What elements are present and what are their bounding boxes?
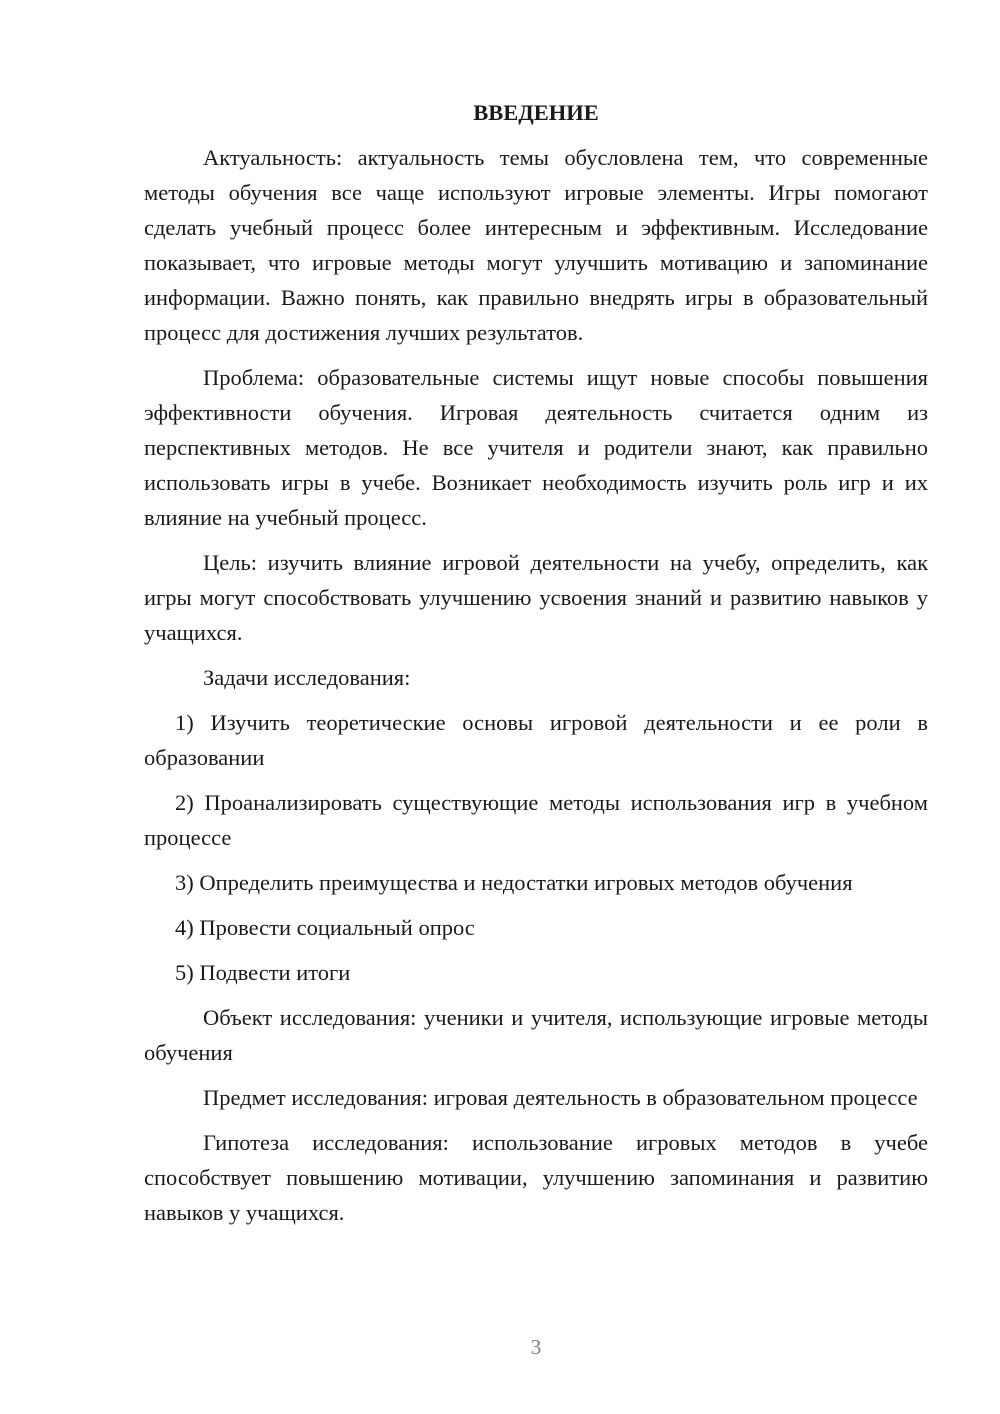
task-item: 1) Изучить теоретические основы игровой деятельности и ее роли в образовании <box>144 710 928 770</box>
page-number: 3 <box>530 1335 542 1359</box>
relevance-paragraph: Актуальность: актуальность темы обусловлена тем, что современные методы обучения все чаще используют игровые элементы. Игры помогают сделать учебный процесс более интересным и эффективным. Исследование показывает, что игровые методы могут улучшить мотивацию и запоминание информации. Важно понять, как правильно внедрять игры в образовательный процесс для достижения лучших результатов. <box>144 145 928 345</box>
section-heading: ВВЕДЕНИЕ <box>473 100 599 125</box>
task-item: 3) Определить преимущества и недостатки игровых методов обучения <box>175 870 853 895</box>
page-body <box>144 95 928 1240</box>
task-item: 5) Подвести итоги <box>175 960 351 985</box>
subject-paragraph: Предмет исследования: игровая деятельность в образовательном процессе <box>203 1085 918 1110</box>
hypothesis-paragraph: Гипотеза исследования: использование игровых методов в учебе способствует повышению мотивации, улучшению запоминания и развитию навыков у учащихся. <box>144 1130 928 1225</box>
task-item: 4) Провести социальный опрос <box>175 915 475 940</box>
task-item: 2) Проанализировать существующие методы использования игр в учебном процессе <box>144 790 928 850</box>
goal-paragraph: Цель: изучить влияние игровой деятельности на учебу, определить, как игры могут способствовать улучшению усвоения знаний и развитию навыков у учащихся. <box>144 550 928 645</box>
problem-paragraph: Проблема: образовательные системы ищут новые способы повышения эффективности обучения. Игровая деятельность считается одним из перспективных методов. Не все учителя и родители знают, как правильно использовать игры в учебе. Возникает необходимость изучить роль игр и их влияние на учебный процесс. <box>144 365 928 530</box>
tasks-title: Задачи исследования: <box>203 665 411 690</box>
object-paragraph: Объект исследования: ученики и учителя, использующие игровые методы обучения <box>144 1005 928 1065</box>
